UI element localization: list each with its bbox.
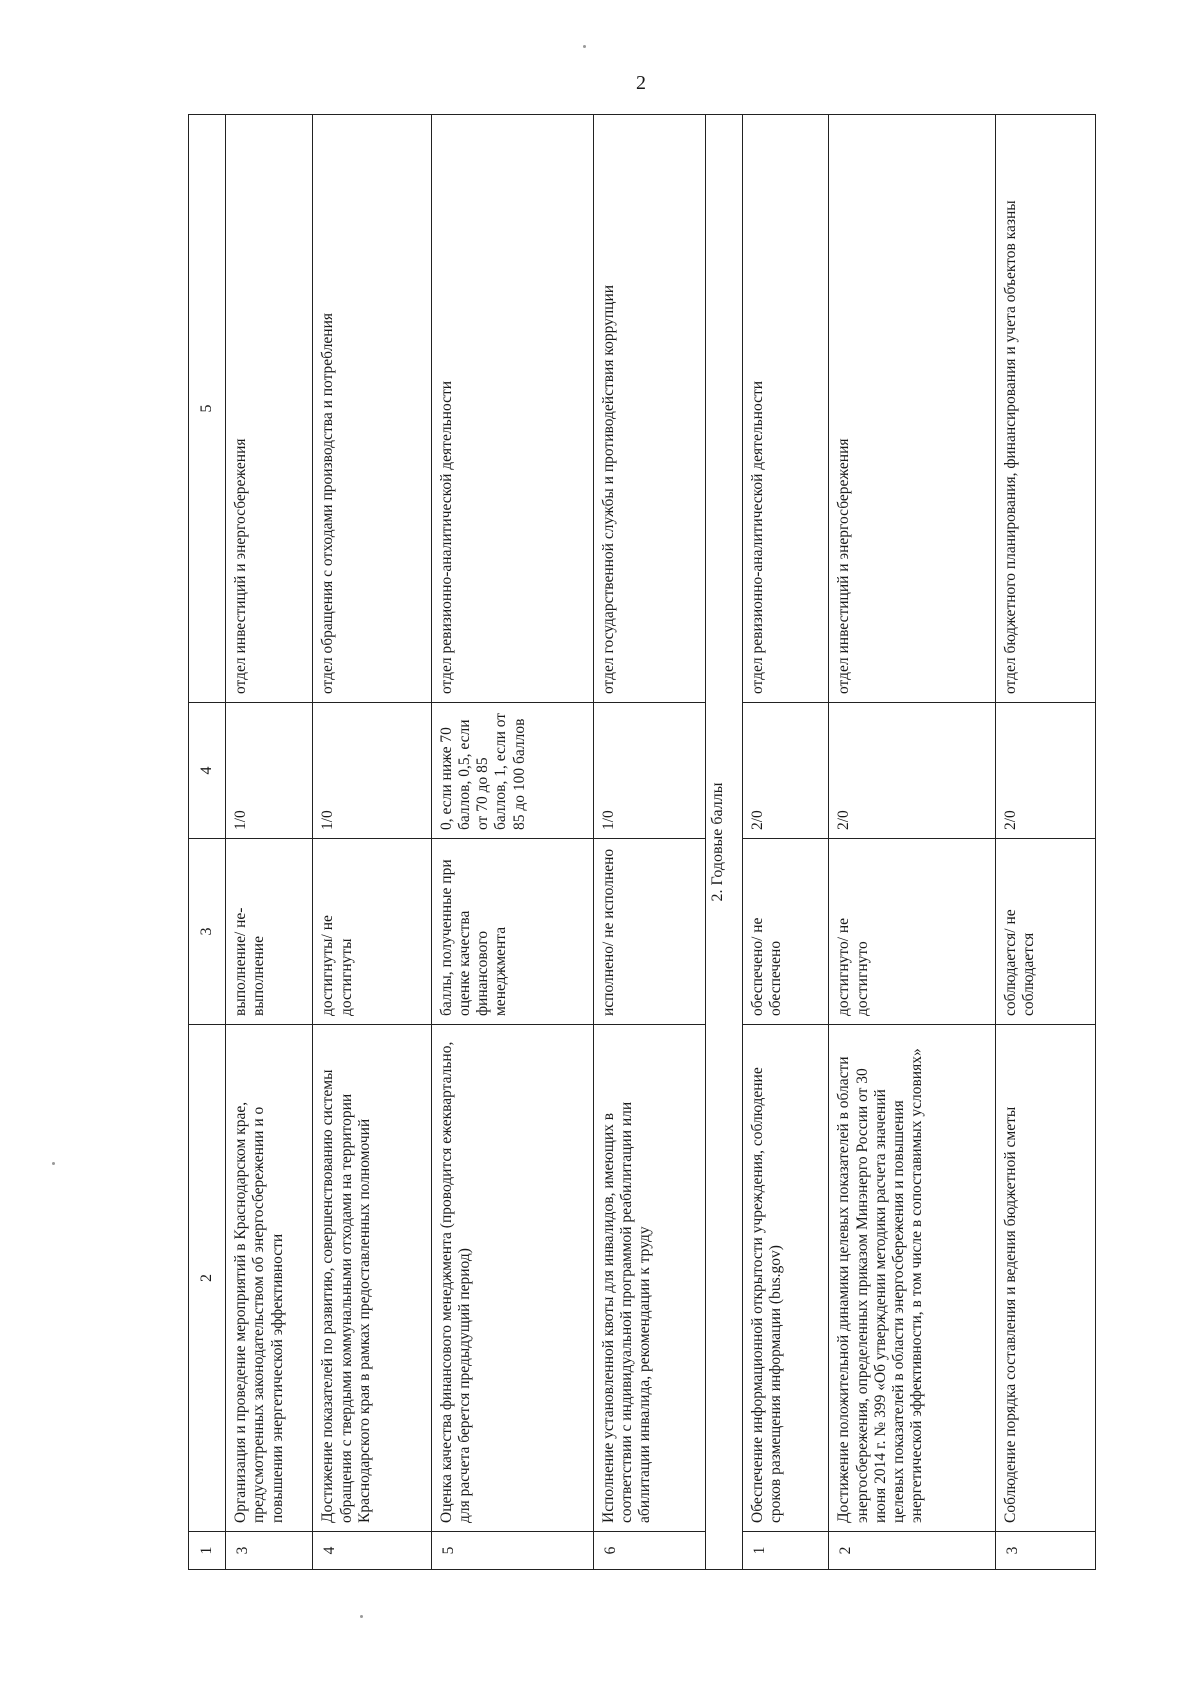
criterion-cell: Оценка качества финансового менеджмента (проводится ежеквартально, для расчета берется предыдущий период) <box>431 1025 593 1532</box>
table-row <box>743 115 829 1570</box>
row-number: 6 <box>593 1532 705 1570</box>
row-number: 3 <box>226 1532 313 1570</box>
criterion-cell: Соблюдение порядка составления и ведения бюджетной сметы <box>995 1025 1095 1532</box>
section-row <box>706 115 743 1570</box>
assessment-cell: достигнуты/ не достигнуты <box>313 839 431 1025</box>
column-header: 3 <box>189 839 226 1025</box>
table-row <box>593 115 705 1570</box>
score-cell: 0, если ниже 70 баллов, 0,5, если от 70 до 85 баллов, 1, если от 85 до 100 баллов <box>431 703 593 839</box>
table-row <box>829 115 995 1570</box>
responsible-cell: отдел бюджетного планирования, финансирования и учета объектов казны <box>995 115 1095 703</box>
score-cell: 2/0 <box>829 703 995 839</box>
row-number: 1 <box>743 1532 829 1570</box>
responsible-cell: отдел государственной службы и противодействия коррупции <box>593 115 705 703</box>
responsible-cell: отдел обращения с отходами производства и потребления <box>313 115 431 703</box>
criterion-cell: Достижение показателей по развитию, совершенствованию системы обращения с твердыми коммунальными отходами на территории Краснодарского края в рамках предоставленных полномочий <box>313 1025 431 1532</box>
assessment-cell: достигнуто/ не достигнуто <box>829 839 995 1025</box>
criterion-cell: Обеспечение информационной открытости учреждения, соблюдение сроков размещения информации (bus.gov) <box>743 1025 829 1532</box>
scan-speck <box>360 1615 363 1618</box>
assessment-cell: выполнение/ не-выполнение <box>226 839 313 1025</box>
column-header: 5 <box>189 115 226 703</box>
row-number: 2 <box>829 1532 995 1570</box>
table-row <box>995 115 1095 1570</box>
scan-speck <box>52 1162 55 1165</box>
page-number: 2 <box>636 72 646 94</box>
table-header-row <box>189 115 226 1570</box>
score-cell: 2/0 <box>743 703 829 839</box>
responsible-cell: отдел ревизионно-аналитической деятельности <box>743 115 829 703</box>
responsible-cell: отдел ревизионно-аналитической деятельности <box>431 115 593 703</box>
assessment-cell: соблюдается/ не соблюдается <box>995 839 1095 1025</box>
assessment-cell: баллы, полученные при оценке качества финансового менеджмента <box>431 839 593 1025</box>
table-row <box>431 115 593 1570</box>
score-cell: 1/0 <box>313 703 431 839</box>
column-header: 4 <box>189 703 226 839</box>
responsible-cell: отдел инвестиций и энергосбережения <box>829 115 995 703</box>
criterion-cell: Достижение положительной динамики целевых показателей в области энергосбережения, определенных приказом Минэнерго России от 30 июня 2014 г. № 399 «Об утверждении методики расчета значений целевых показателей в области энергосбережения и повышения энергетической эффективности, в том числе в сопоставимых условиях» <box>829 1025 995 1532</box>
scan-speck <box>583 45 586 48</box>
row-number: 4 <box>313 1532 431 1570</box>
assessment-cell: исполнено/ не исполнено <box>593 839 705 1025</box>
criteria-table <box>188 114 1096 1570</box>
section-title: 2. Годовые баллы <box>706 115 743 1570</box>
score-cell: 1/0 <box>593 703 705 839</box>
table-row <box>226 115 313 1570</box>
column-header: 1 <box>189 1532 226 1570</box>
row-number: 3 <box>995 1532 1095 1570</box>
row-number: 5 <box>431 1532 593 1570</box>
responsible-cell: отдел инвестиций и энергосбережения <box>226 115 313 703</box>
assessment-cell: обеспечено/ не обеспечено <box>743 839 829 1025</box>
score-cell: 1/0 <box>226 703 313 839</box>
score-cell: 2/0 <box>995 703 1095 839</box>
criterion-cell: Организация и проведение мероприятий в Краснодарском крае, предусмотренных законодательством об энергосбережении и о повышении энергетической эффективности <box>226 1025 313 1532</box>
rotated-table-container <box>188 115 1096 1570</box>
criterion-cell: Исполнение установленной квоты для инвалидов, имеющих в соответствии с индивидуальной программой реабилитации или абилитации инвалида, рекомендации к труду <box>593 1025 705 1532</box>
column-header: 2 <box>189 1025 226 1532</box>
table-row <box>313 115 431 1570</box>
